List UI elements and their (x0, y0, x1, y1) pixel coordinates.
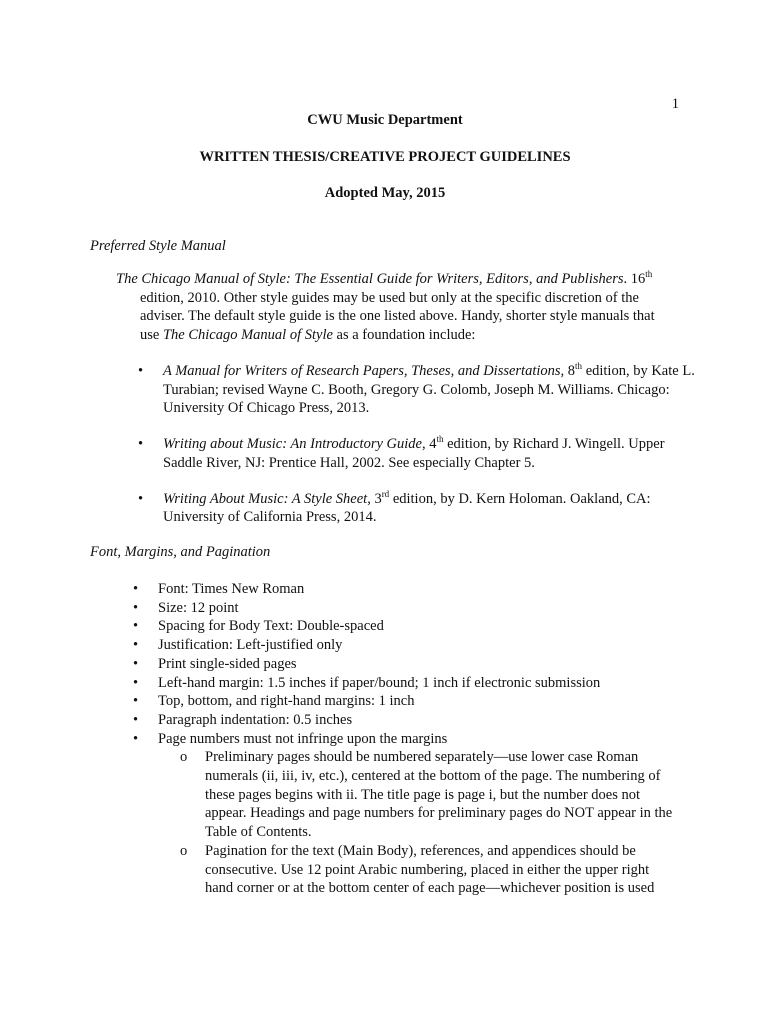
bullet-marker: • (133, 711, 139, 728)
list-item (138, 435, 698, 472)
bullet-marker: • (133, 581, 139, 597)
list-item (133, 599, 693, 618)
resource-title: A Manual for Writers of Research Papers, Theses, and Dissertations, (163, 363, 565, 379)
resource-edition-suffix: rd (381, 488, 390, 499)
sub-item-text: Pagination for the text (Main Body), references, and appendices should be consecutive. Use 12 point Arabic numbering, placed in either the upper right hand corner or at the bottom center of each page—whichever position is used (205, 842, 655, 897)
format-item-text: Spacing for Body Text: Double-spaced (158, 618, 384, 635)
bullet-marker: • (133, 637, 139, 654)
list-item (133, 655, 693, 674)
list-item (133, 636, 693, 655)
format-item-text: Page numbers must not infringe upon the margins (158, 730, 448, 747)
list-item (138, 362, 698, 418)
resource-edition: , 3 (367, 490, 382, 507)
resource-edition-suffix: th (575, 361, 583, 372)
sub-bullet-marker: o (180, 749, 188, 766)
style-manual-list (138, 362, 698, 544)
list-item (178, 842, 673, 898)
resource-edition-suffix: th (436, 434, 444, 445)
pagination-sub-list (178, 748, 673, 898)
bullet-marker: • (138, 436, 144, 453)
bullet-marker: • (133, 730, 139, 747)
bullet-marker: • (133, 693, 139, 710)
page-number: 1 (671, 96, 679, 112)
document-title: WRITTEN THESIS/CREATIVE PROJECT GUIDELINES (199, 149, 571, 165)
citation-body-text: edition, 2010. Other style guides may be used but only at the specific discretion of the adviser. The default style guide is the one listed above. Handy, shorter style manuals that use (140, 289, 655, 344)
list-item (133, 711, 693, 730)
adoption-date: Adopted May, 2015 (324, 185, 446, 201)
section-heading-style-manual: Preferred Style Manual (90, 238, 226, 254)
format-item-text: Size: 12 point (158, 599, 239, 616)
sub-item-text: Preliminary pages should be numbered separately—use lower case Roman numerals (ii, iii, iv, etc.), centered at the bottom of the page. The numbering of these pages begins with ii. The title page is page i, but the number does not appear. Headings and page numbers for preliminary pages do NOT appear in the Table of Contents. (205, 749, 673, 841)
section-heading-formatting: Font, Margins, and Pagination (90, 544, 271, 560)
list-item (138, 490, 698, 527)
resource-details: edition, by Richard J. Wingell. Upper Saddle River, NJ: Prentice Hall, 2002. See especially Chapter 5. (163, 436, 665, 471)
resource-edition: 8 (564, 363, 576, 379)
list-item (133, 674, 693, 693)
formatting-list (133, 580, 693, 898)
format-item-text: Top, bottom, and right-hand margins: 1 inch (158, 693, 415, 710)
bullet-marker: • (138, 363, 144, 379)
department-title: CWU Music Department (307, 112, 463, 128)
citation-edition-number: . 16 (623, 271, 646, 287)
bullet-marker: • (133, 618, 139, 635)
format-item-text: Paragraph indentation: 0.5 inches (158, 711, 353, 728)
format-item-text: Font: Times New Roman (158, 581, 305, 597)
list-item (133, 580, 693, 599)
chicago-manual-citation (116, 270, 676, 345)
list-item (133, 692, 693, 711)
list-item (133, 617, 693, 636)
resource-title: Writing about Music: An Introductory Guide (163, 436, 422, 453)
resource-title: Writing About Music: A Style Sheet (163, 490, 368, 507)
resource-details: edition, by D. Kern Holoman. Oakland, CA: University of California Press, 2014. (163, 490, 651, 526)
citation-body-end: as a foundation include: (332, 327, 476, 344)
bullet-marker: • (138, 490, 144, 507)
resource-edition: , 4 (421, 436, 437, 453)
list-item (178, 748, 673, 842)
citation-inline-title: The Chicago Manual of Style (162, 327, 333, 344)
bullet-marker: • (133, 655, 139, 672)
bullet-marker: • (133, 674, 139, 691)
format-item-text: Left-hand margin: 1.5 inches if paper/bound; 1 inch if electronic submission (158, 674, 601, 691)
format-item-text: Justification: Left-justified only (158, 637, 343, 654)
bullet-marker: • (133, 599, 139, 616)
list-item (133, 730, 693, 898)
resource-details: edition, by Kate L. Turabian; revised Wayne C. Booth, Gregory G. Colomb, Joseph M. Williams. Chicago: University Of Chicago Press, 2013. (163, 363, 695, 417)
format-item-text: Print single-sided pages (158, 655, 297, 672)
citation-book-title: The Chicago Manual of Style: The Essential Guide for Writers, Editors, and Publishers (116, 271, 624, 287)
citation-first-line (116, 270, 676, 289)
citation-edition-suffix: th (645, 269, 653, 280)
sub-bullet-marker: o (180, 842, 188, 859)
citation-body (116, 289, 676, 345)
